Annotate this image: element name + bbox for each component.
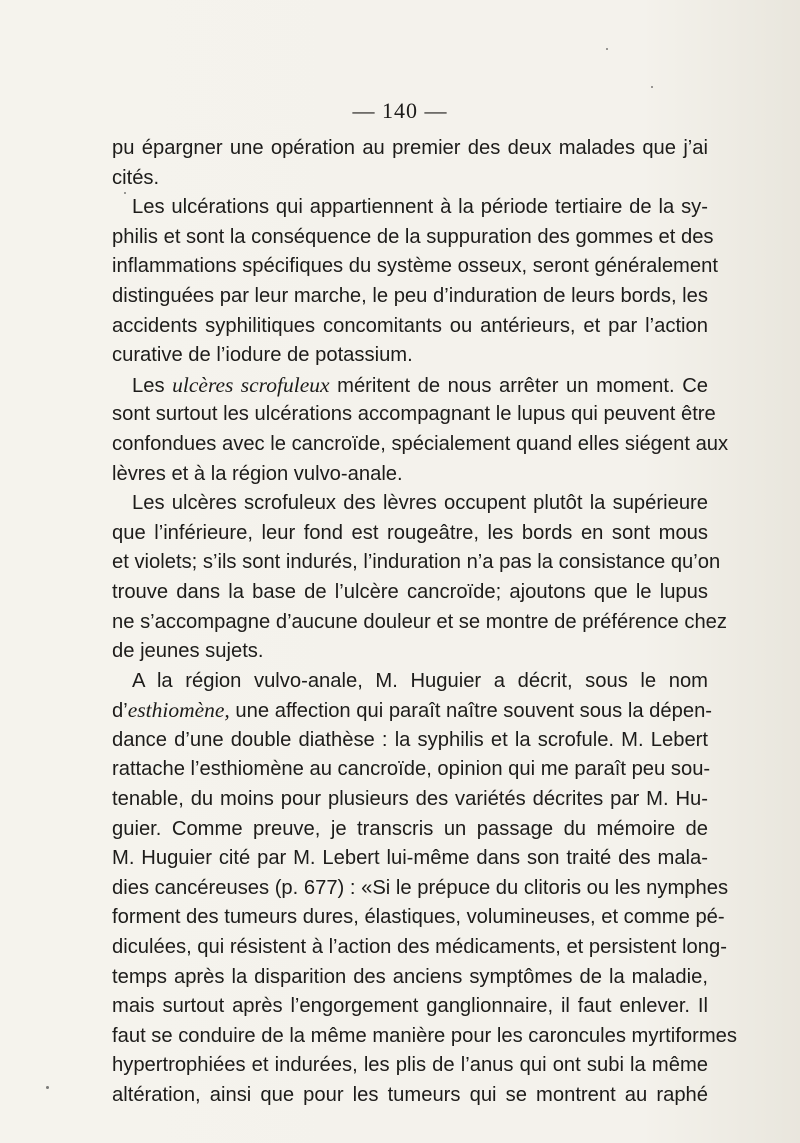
page-number: — 140 — [352, 98, 448, 123]
text-line: A la région vulvo-anale, M. Huguier a décrit, sous le nom [132, 669, 708, 692]
text-line: de jeunes sujets. [112, 640, 264, 663]
text-line: M. Huguier cité par M. Lebert lui-même dans son traité des mala- [112, 847, 708, 870]
text-line: temps après la disparition des anciens symptômes de la maladie, [112, 965, 708, 988]
text-line: cités. [112, 166, 160, 189]
text-line: confondues avec le cancroïde, spécialement quand elles siégent aux [112, 432, 729, 455]
text-line: accidents syphilitiques concomitants ou antérieurs, et par l’action [112, 314, 708, 337]
text-line: hypertrophiées et indurées, les plis de l’anus qui ont subi la même [112, 1054, 708, 1077]
paper-speck [46, 1086, 49, 1089]
paper-speck [124, 192, 126, 194]
text-line [112, 371, 708, 401]
text-line: ne s’accompagne d’aucune douleur et se montre de préférence chez [112, 610, 727, 633]
text-line: altération, ainsi que pour les tumeurs qui se montrent au raphé [112, 1084, 708, 1106]
text-segment: méritent de nous arrêter un moment. Ce [329, 374, 708, 397]
text-line: dance d’une double diathèse : la syphilis et la scrofule. M. Lebert [112, 728, 708, 751]
text-line: diculées, qui résistent à l’action des médicaments, et persistent long- [112, 936, 727, 959]
text-segment: une affection qui paraît naître souvent sous la dépen- [229, 700, 713, 723]
text-line: trouve dans la base de l’ulcère cancroïde; ajoutons que le lupus [112, 580, 708, 603]
text-line: dies cancéreuses (p. 677) : «Si le prépuce du clitoris ou les nymphes [112, 876, 729, 899]
italic-term: esthiomène, [127, 698, 230, 723]
italic-term: ulcères scrofuleux [172, 372, 330, 397]
text-line: que l’inférieure, leur fond est rougeâtre, les bords en sont mous [112, 521, 708, 544]
text-line: Les ulcères scrofuleux des lèvres occupent plutôt la supérieure [132, 492, 708, 515]
text-line: philis et sont la conséquence de la suppuration des gommes et des [112, 225, 714, 248]
text-line: mais surtout après l’engorgement ganglionnaire, il faut enlever. Il [112, 995, 708, 1018]
text-segment: Les [132, 374, 173, 397]
text-line: pu épargner une opération au premier des deux malades que j’ai [112, 137, 708, 159]
text-line: rattache l’esthiomène au cancroïde, opinion qui me paraît peu sou- [112, 758, 711, 781]
paper-speck [606, 48, 608, 50]
text-line: curative de l’iodure de potassium. [112, 344, 413, 367]
text-line: tenable, du moins pour plusieurs des variétés décrites par M. Hu- [112, 788, 708, 811]
text-line: guier. Comme preuve, je transcris un passage du mémoire de [112, 817, 708, 840]
paper-speck [651, 86, 653, 88]
text-segment: d’ [112, 700, 128, 723]
text-line: faut se conduire de la même manière pour les caroncules myrtiformes [112, 1024, 737, 1047]
body-text [112, 134, 737, 1111]
text-line: forment des tumeurs dures, élastiques, volumineuses, et comme pé- [112, 906, 725, 929]
text-line: sont surtout les ulcérations accompagnant le lupus qui peuvent être [112, 403, 716, 426]
text-line [112, 696, 713, 726]
text-line: et violets; s’ils sont indurés, l’induration n’a pas la consistance qu’on [112, 551, 721, 574]
text-line: Les ulcérations qui appartiennent à la période tertiaire de la sy- [132, 196, 708, 219]
text-line: lèvres et à la région vulvo-anale. [112, 462, 403, 485]
text-line: distinguées par leur marche, le peu d’induration de leurs bords, les [112, 284, 708, 307]
text-line: inflammations spécifiques du système osseux, seront généralement [112, 255, 718, 278]
